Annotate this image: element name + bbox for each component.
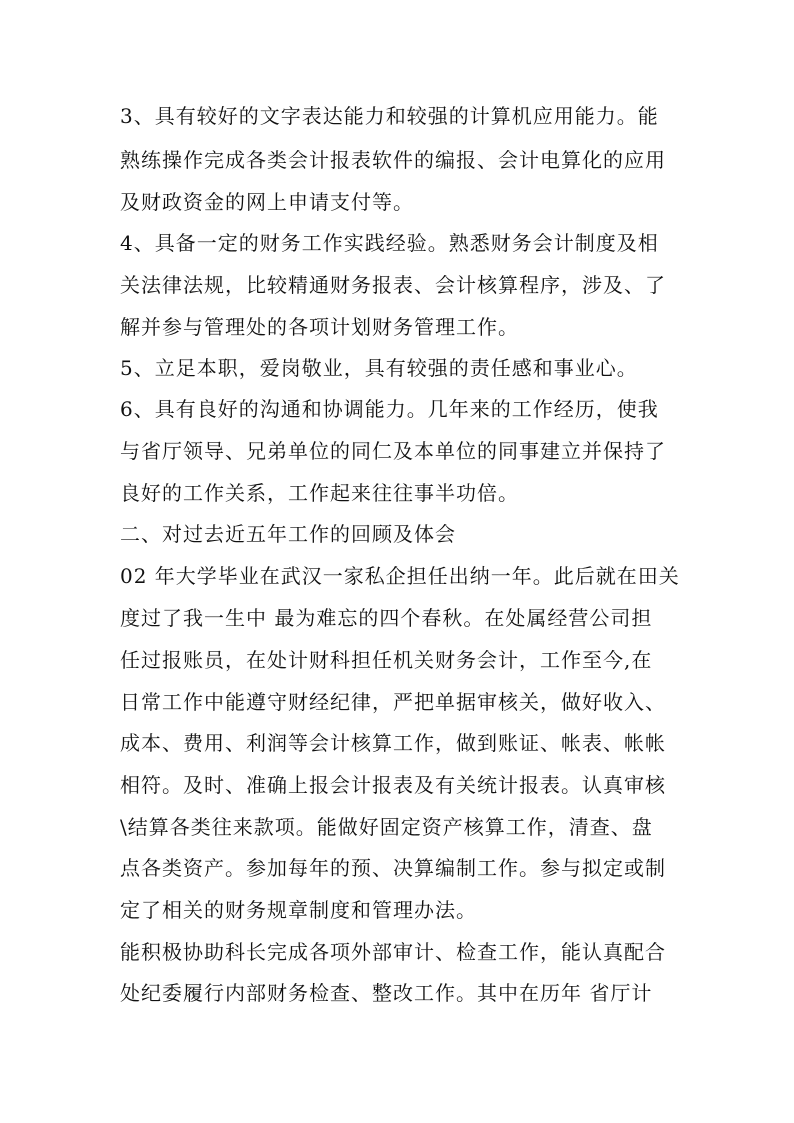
text-line: 02 年大学毕业在武汉一家私企担任出纳一年。此后就在田关 — [120, 564, 680, 588]
text-line: 3、具有较好的文字表达能力和较强的计算机应用能力。能 — [120, 104, 659, 128]
text-line: 日常工作中能遵守财经纪律，严把单据审核关，做好收入、 — [120, 690, 666, 714]
text-line: \结算各类往来款项。能做好固定资产核算工作，清查、盘 — [120, 815, 653, 839]
text-line: 熟练操作完成各类会计报表软件的编报、会计电算化的应用 — [120, 148, 666, 172]
text-line: 成本、费用、利润等会计核算工作，做到账证、帐表、帐帐 — [120, 731, 666, 755]
text-line: 能积极协助科长完成各项外部审计、检查工作，能认真配合 — [120, 940, 666, 964]
text-line: 6、具有良好的沟通和协调能力。几年来的工作经历，使我 — [120, 397, 659, 421]
text-line: 任过报账员，在处计财科担任机关财务会计，工作至今,在 — [120, 648, 653, 672]
text-line: 4、具备一定的财务工作实践经验。熟悉财务会计制度及相 — [120, 231, 659, 255]
text-line: 相符。及时、准确上报会计报表及有关统计报表。认真审核 — [120, 773, 666, 797]
text-line: 良好的工作关系，工作起来往往事半功倍。 — [120, 481, 519, 505]
text-line: 点各类资产。参加每年的预、决算编制工作。参与拟定或制 — [120, 856, 666, 880]
text-line: 与省厅领导、兄弟单位的同仁及本单位的同事建立并保持了 — [120, 439, 666, 463]
text-line: 5、立足本职，爱岗敬业，具有较强的责任感和事业心。 — [120, 356, 638, 380]
text-line: 及财政资金的网上申请支付等。 — [120, 190, 414, 214]
section-heading: 二、对过去近五年工作的回顾及体会 — [120, 522, 456, 546]
text-line: 定了相关的财务规章制度和管理办法。 — [120, 898, 477, 922]
text-line: 关法律法规，比较精通财务报表、会计核算程序，涉及、了 — [120, 273, 666, 297]
text-line: 解并参与管理处的各项计划财务管理工作。 — [120, 315, 519, 339]
text-line: 处纪委履行内部财务检查、整改工作。其中在历年 省厅计 — [120, 981, 653, 1005]
text-line: 度过了我一生中 最为难忘的四个春秋。在处属经营公司担 — [120, 606, 653, 630]
